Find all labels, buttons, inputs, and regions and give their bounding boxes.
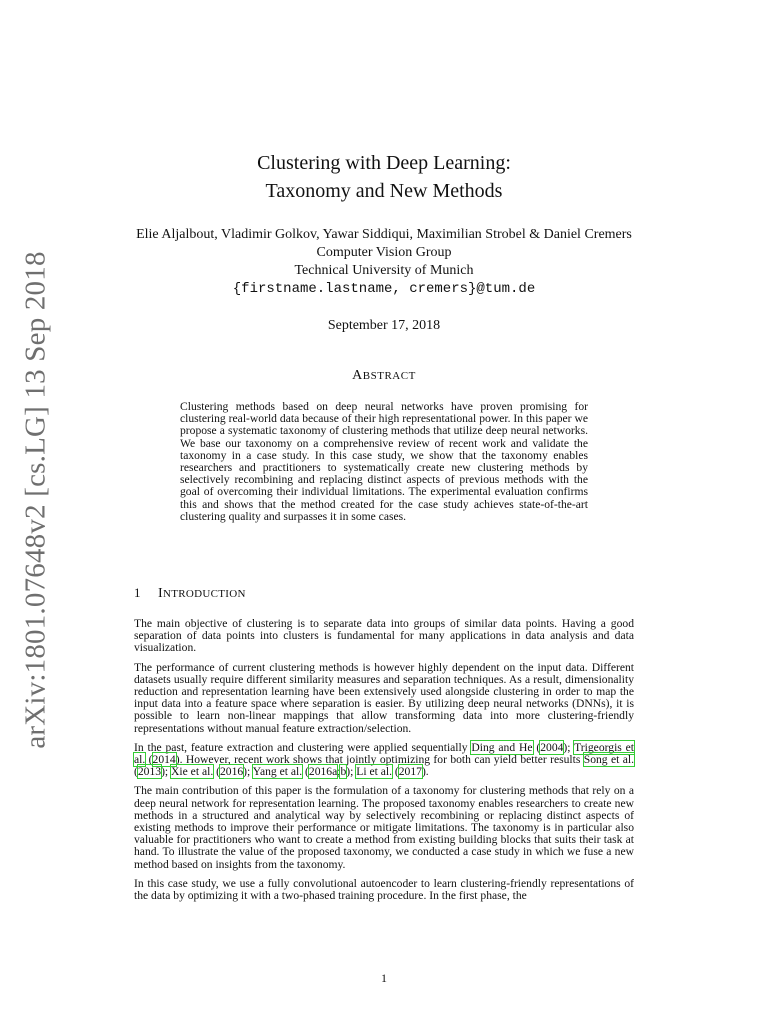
citation-yang-year-a[interactable]: 2016a xyxy=(308,765,338,779)
intro-paragraph-2: The performance of current clustering methods is however highly dependent on the input data. Different datasets usually require different similarity measures and separation techniques. As a result, dimensionality reduction and representation learning have been extensively used alongside clustering in order to map the input data into a feature space where separation is easier. By utilizing deep neural networks (DNNs), it is possible to learn non-linear mappings that allow transforming data into more clustering-friendly representations without manual feature extraction/selection. xyxy=(134,660,634,735)
p3-sep: ; xyxy=(337,765,341,779)
citation-ding-he[interactable]: Ding and He xyxy=(471,740,533,754)
p3-sep: ( xyxy=(145,753,153,767)
citation-ding-he-year[interactable]: 2004 xyxy=(540,740,564,754)
author-block xyxy=(120,226,648,298)
section-heading-rest: NTRODUCTION xyxy=(162,588,246,600)
citation-xie-year[interactable]: 2016 xyxy=(219,765,244,779)
citation-yang-year-b[interactable]: b xyxy=(340,765,347,779)
intro-paragraph-5: In this case study, we use a fully convolutional autoencoder to learn clustering-friendly representations of the data by optimizing it with a two-phased training procedure. In the first phase, the xyxy=(134,876,634,903)
p3-sep: ); xyxy=(563,740,575,754)
section-heading-introduction xyxy=(134,585,634,602)
citation-song[interactable]: Song et al. xyxy=(583,753,634,767)
arxiv-identifier-stamp xyxy=(6,251,66,749)
p3-sep: ( xyxy=(391,765,399,779)
author-university: Technical University of Munich xyxy=(294,263,474,278)
citation-trigeorgis-year[interactable]: 2014 xyxy=(152,753,176,767)
introduction-body xyxy=(134,618,634,909)
section-number: 1 xyxy=(134,585,141,600)
intro-paragraph-1: The main objective of clustering is to separate data into groups of similar data points. Having a good separation of data points into clusters is fundamental for many applications in data analysis and data visualization. xyxy=(134,617,634,655)
abstract-text: Clustering methods based on deep neural networks have proven promising for clustering real-world data because of their high representational power. In this paper we propose a systematic taxonomy of clustering methods that utilize deep neural networks. We base our taxonomy on a comprehensive review of recent work and validate the taxonomy in a case study. In this case study, we show that the taxonomy enables researchers and practitioners to systematically create new clustering methods by selectively recombining and replacing distinct aspects of previous methods with the goal of overcoming their individual limitations. The experimental evaluation confirms this and shows that the method created for the case study achieves state-of-the-art clustering quality and surpasses it in some cases. xyxy=(180,400,588,523)
p3-sep: ( xyxy=(213,765,220,779)
citation-li-year[interactable]: 2017 xyxy=(398,765,422,779)
p3-text-middle: ). However, recent work shows that jointly optimizing for both can yield better results xyxy=(175,753,584,767)
p3-sep: ); xyxy=(243,765,253,779)
abstract-heading-rest: BSTRACT xyxy=(362,370,416,382)
paper-title xyxy=(134,149,634,205)
arxiv-identifier-text: arXiv:1801.07648v2 [cs.LG] 13 Sep 2018 xyxy=(19,251,52,749)
p3-text-lead: In the past, feature extraction and clustering were applied sequentially xyxy=(134,740,472,754)
page-number: 1 xyxy=(381,971,387,985)
abstract-heading-initial: A xyxy=(352,368,363,383)
title-line-1: Clustering with Deep Learning: xyxy=(257,152,511,174)
author-names: Elie Aljalbout, Vladimir Golkov, Yawar Siddiqui, Maximilian Strobel & Daniel Cremers xyxy=(136,227,632,242)
citation-song-year[interactable]: 2013 xyxy=(137,765,162,779)
section-heading-initial: I xyxy=(158,586,163,601)
intro-paragraph-4: The main contribution of this paper is the formulation of a taxonomy for clustering methods that rely on a deep neural network for representation learning. The proposed taxonomy enables researchers to create new methods in a structured and analytical way by selectively recombining or replacing distinct aspects of existing methods to improve their performance or mitigate limitations. The taxonomy is in particular also valuable for practitioners who want to create a method from existing building blocks that suits their task at hand. To illustrate the value of the proposed taxonomy, we conducted a case study in which we fuse a new method based on insights from the taxonomy. xyxy=(134,784,634,871)
author-email: {firstname.lastname, cremers}@tum.de xyxy=(232,281,536,297)
p3-sep: ); xyxy=(346,765,357,779)
citation-trigeorgis[interactable]: Trigeorgis et al. xyxy=(134,740,635,767)
author-group: Computer Vision Group xyxy=(316,245,452,260)
intro-paragraph-3 xyxy=(134,742,634,779)
title-line-2: Taxonomy and New Methods xyxy=(265,180,503,202)
p3-sep: ( xyxy=(134,765,138,779)
citation-yang[interactable]: Yang et al. xyxy=(252,765,303,779)
citation-xie[interactable]: Xie et al. xyxy=(171,765,214,779)
p3-sep: ); xyxy=(161,765,172,779)
citation-li[interactable]: Li et al. xyxy=(356,765,392,779)
paper-date: September 17, 2018 xyxy=(327,318,441,333)
p3-sep: ( xyxy=(302,765,309,779)
p3-sep: ( xyxy=(532,740,541,754)
abstract-heading xyxy=(134,367,634,384)
p3-sep: ). xyxy=(421,765,429,779)
